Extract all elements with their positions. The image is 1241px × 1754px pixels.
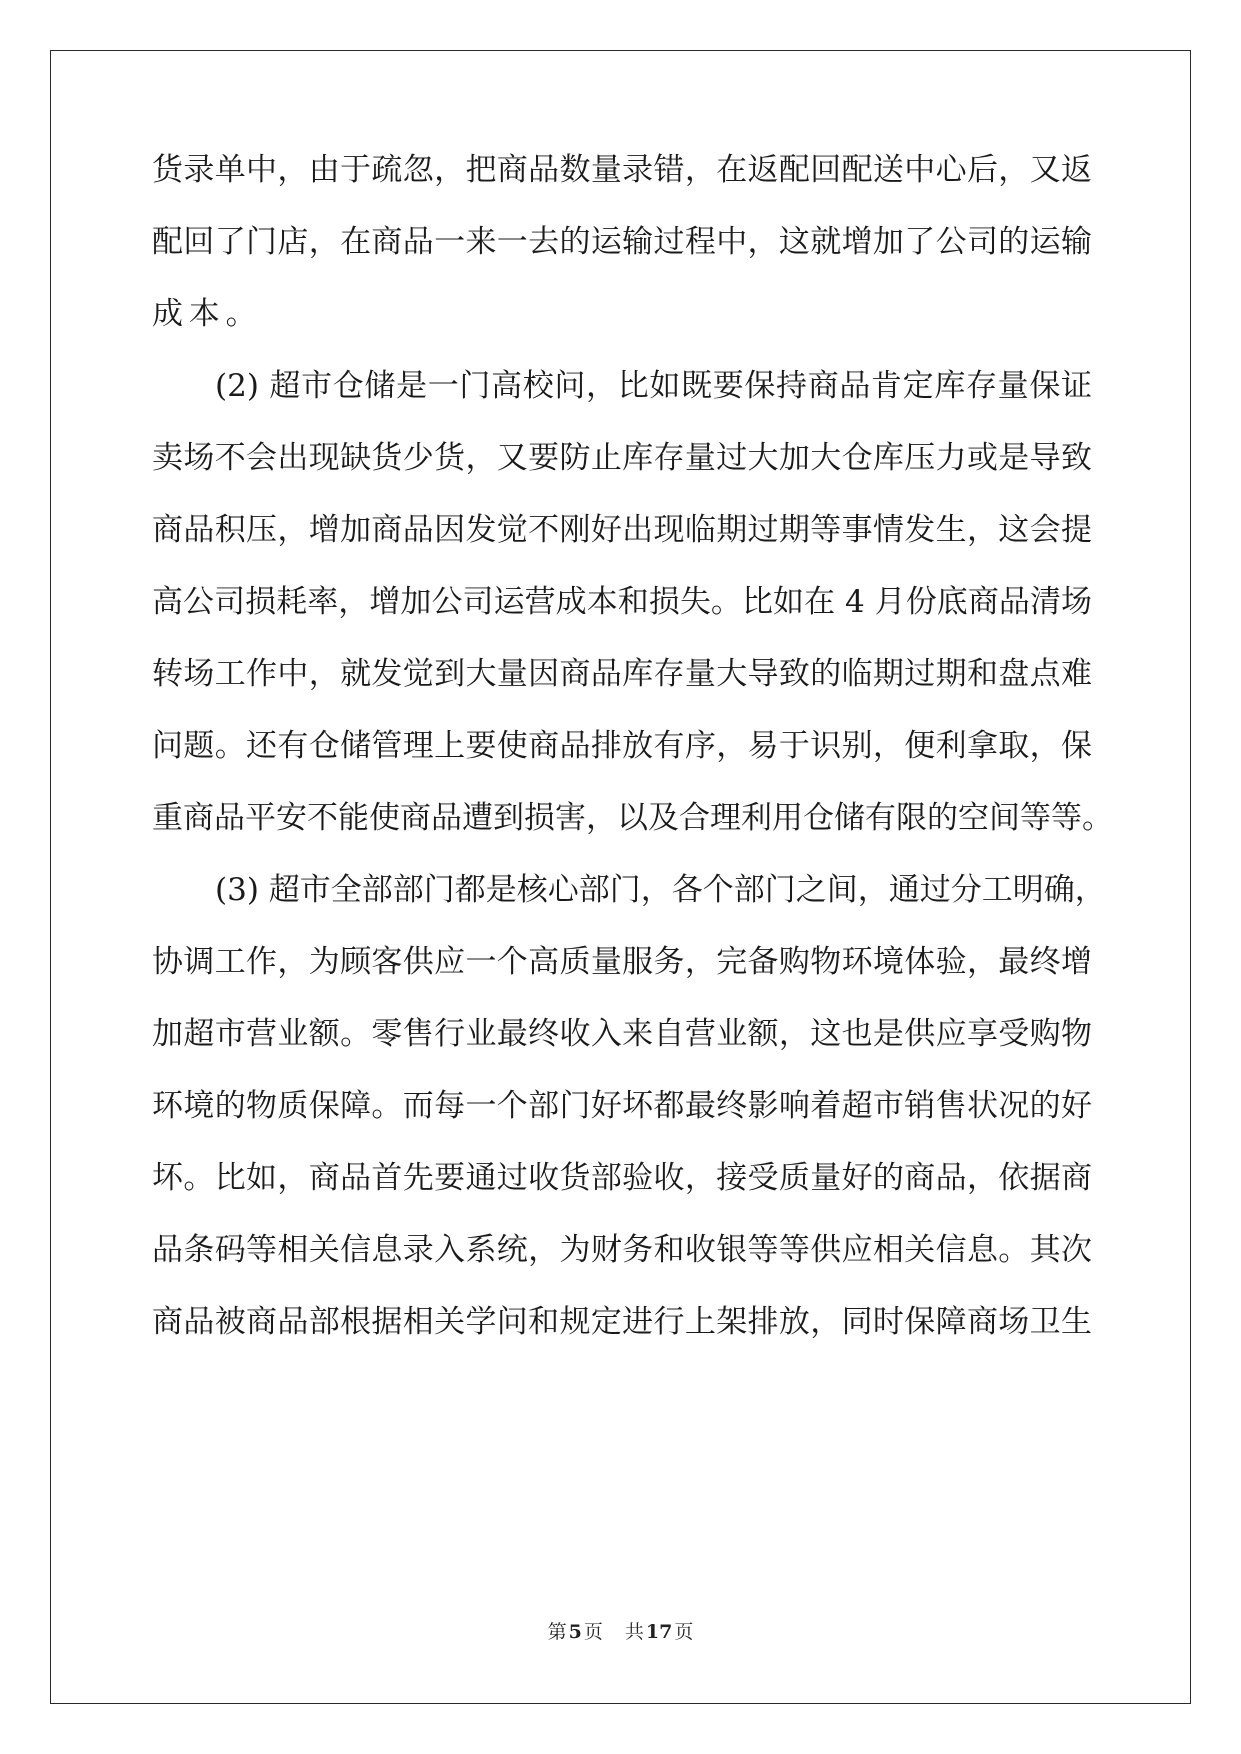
text-line: 货录单中，由于疏忽，把商品数量录错，在返配回配送中心后，又返 — [152, 152, 1092, 188]
text-line: 环境的物质保障。而每一个部门好坏都最终影响着超市销售状况的好 — [152, 1088, 1092, 1124]
text-line: 配回了门店，在商品一来一去的运输过程中，这就增加了公司的运输 — [152, 224, 1092, 260]
text-line: 成本。 — [152, 296, 263, 332]
text-line: 加超市营业额。零售行业最终收入来自营业额，这也是供应享受购物 — [152, 1016, 1092, 1052]
text-line: 商品积压，增加商品因发觉不刚好出现临期过期等事情发生，这会提 — [152, 512, 1092, 548]
text-line: 高公司损耗率，增加公司运营成本和损失。比如在 4 月份底商品清场 — [152, 584, 1092, 620]
paragraph-start-line: (3) 超市全部部门都是核心部门，各个部门之间，通过分工明确， — [215, 872, 1106, 908]
page-label-prefix: 第 — [547, 1621, 567, 1643]
page-number: 5 — [568, 1621, 582, 1643]
paragraph-start-line: (2) 超市仓储是一门高校问，比如既要保持商品肯定库存量保证 — [215, 368, 1092, 404]
text-line: 问题。还有仓储管理上要使商品排放有序，易于识别，便利拿取，保 — [152, 728, 1092, 764]
text-line: 协调工作，为顾客供应一个高质量服务，完备购物环境体验，最终增 — [152, 944, 1092, 980]
page-label-suffix: 页 — [583, 1621, 603, 1643]
total-label-prefix: 共 — [624, 1621, 644, 1643]
text-line: 品条码等相关信息录入系统，为财务和收银等等供应相关信息。其次 — [152, 1232, 1092, 1268]
text-line: 卖场不会出现缺货少货，又要防止库存量过大加大仓库压力或是导致 — [152, 440, 1092, 476]
total-pages: 17 — [645, 1621, 673, 1643]
text-line: 坏。比如，商品首先要通过收货部验收，接受质量好的商品，依据商 — [152, 1160, 1092, 1196]
text-line: 转场工作中，就发觉到大量因商品库存量大导致的临期过期和盘点难 — [152, 656, 1092, 692]
page-footer — [0, 1620, 1241, 1644]
text-line: 重商品平安不能使商品遭到损害，以及合理利用仓储有限的空间等等。 — [152, 800, 1113, 836]
text-line: 商品被商品部根据相关学问和规定进行上架排放，同时保障商场卫生 — [152, 1304, 1092, 1340]
total-label-suffix: 页 — [674, 1621, 694, 1643]
